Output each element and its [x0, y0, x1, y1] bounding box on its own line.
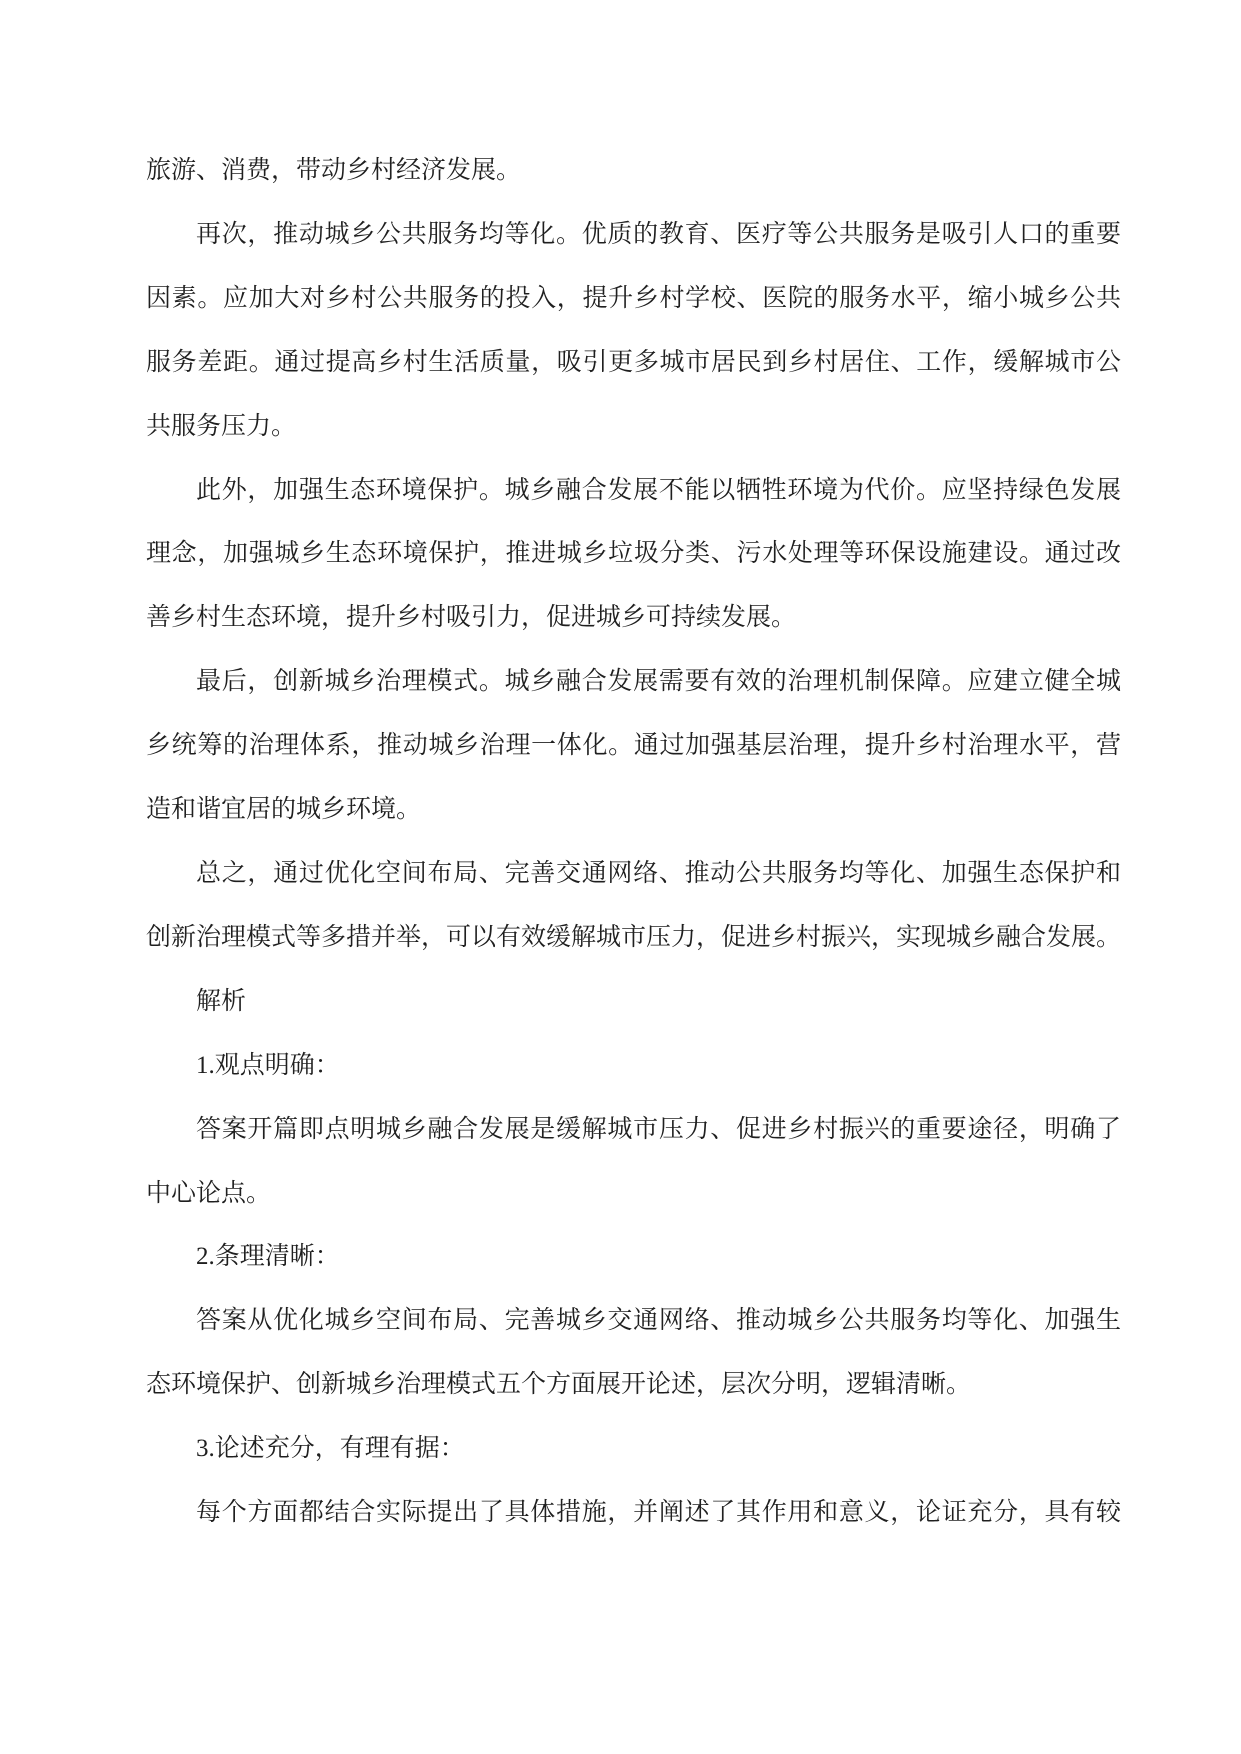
text-line: 创新治理模式等多措并举，可以有效缓解城市压力，促进乡村振兴，实现城乡融合发展。	[146, 923, 1122, 951]
text-line: 最后，创新城乡治理模式。城乡融合发展需要有效的治理机制保障。应建立健全城	[196, 668, 1121, 696]
text-line: 每个方面都结合实际提出了具体措施，并阐述了其作用和意义，论证充分，具有较	[196, 1499, 1121, 1527]
text-line: 答案开篇即点明城乡融合发展是缓解城市压力、促进乡村振兴的重要途径，明确了	[196, 1115, 1121, 1143]
text-line: 旅游、消费，带动乡村经济发展。	[146, 157, 522, 184]
text-line: 善乡村生态环境，提升乡村吸引力，促进城乡可持续发展。	[146, 604, 797, 632]
text-line: 中心论点。	[146, 1179, 272, 1207]
text-line: 1.观点明确：	[196, 1051, 340, 1079]
text-line: 因素。应加大对乡村公共服务的投入，提升乡村学校、医院的服务水平，缩小城乡公共	[146, 284, 1121, 312]
text-line: 共服务压力。	[146, 412, 297, 440]
text-line: 答案从优化城乡空间布局、完善城乡交通网络、推动城乡公共服务均等化、加强生	[196, 1307, 1121, 1335]
text-line: 再次，推动城乡公共服务均等化。优质的教育、医疗等公共服务是吸引人口的重要	[196, 220, 1121, 248]
text-line: 2.条理清晰：	[196, 1243, 340, 1271]
text-line: 此外，加强生态环境保护。城乡融合发展不能以牺牲环境为代价。应坚持绿色发展	[196, 476, 1121, 504]
text-line: 3.论述充分，有理有据：	[196, 1435, 465, 1463]
text-line: 服务差距。通过提高乡村生活质量，吸引更多城市居民到乡村居住、工作，缓解城市公	[146, 348, 1121, 376]
text-line: 造和谐宜居的城乡环境。	[146, 796, 422, 824]
text-line: 总之，通过优化空间布局、完善交通网络、推动公共服务均等化、加强生态保护和	[196, 859, 1121, 887]
text-line: 态环境保护、创新城乡治理模式五个方面展开论述，层次分明，逻辑清晰。	[146, 1371, 972, 1399]
document-body	[146, 139, 1121, 1545]
text-line: 解析	[196, 987, 247, 1015]
text-line: 理念，加强城乡生态环境保护，推进城乡垃圾分类、污水处理等环保设施建设。通过改	[146, 540, 1121, 568]
text-line: 乡统筹的治理体系，推动城乡治理一体化。通过加强基层治理，提升乡村治理水平，营	[146, 732, 1121, 760]
